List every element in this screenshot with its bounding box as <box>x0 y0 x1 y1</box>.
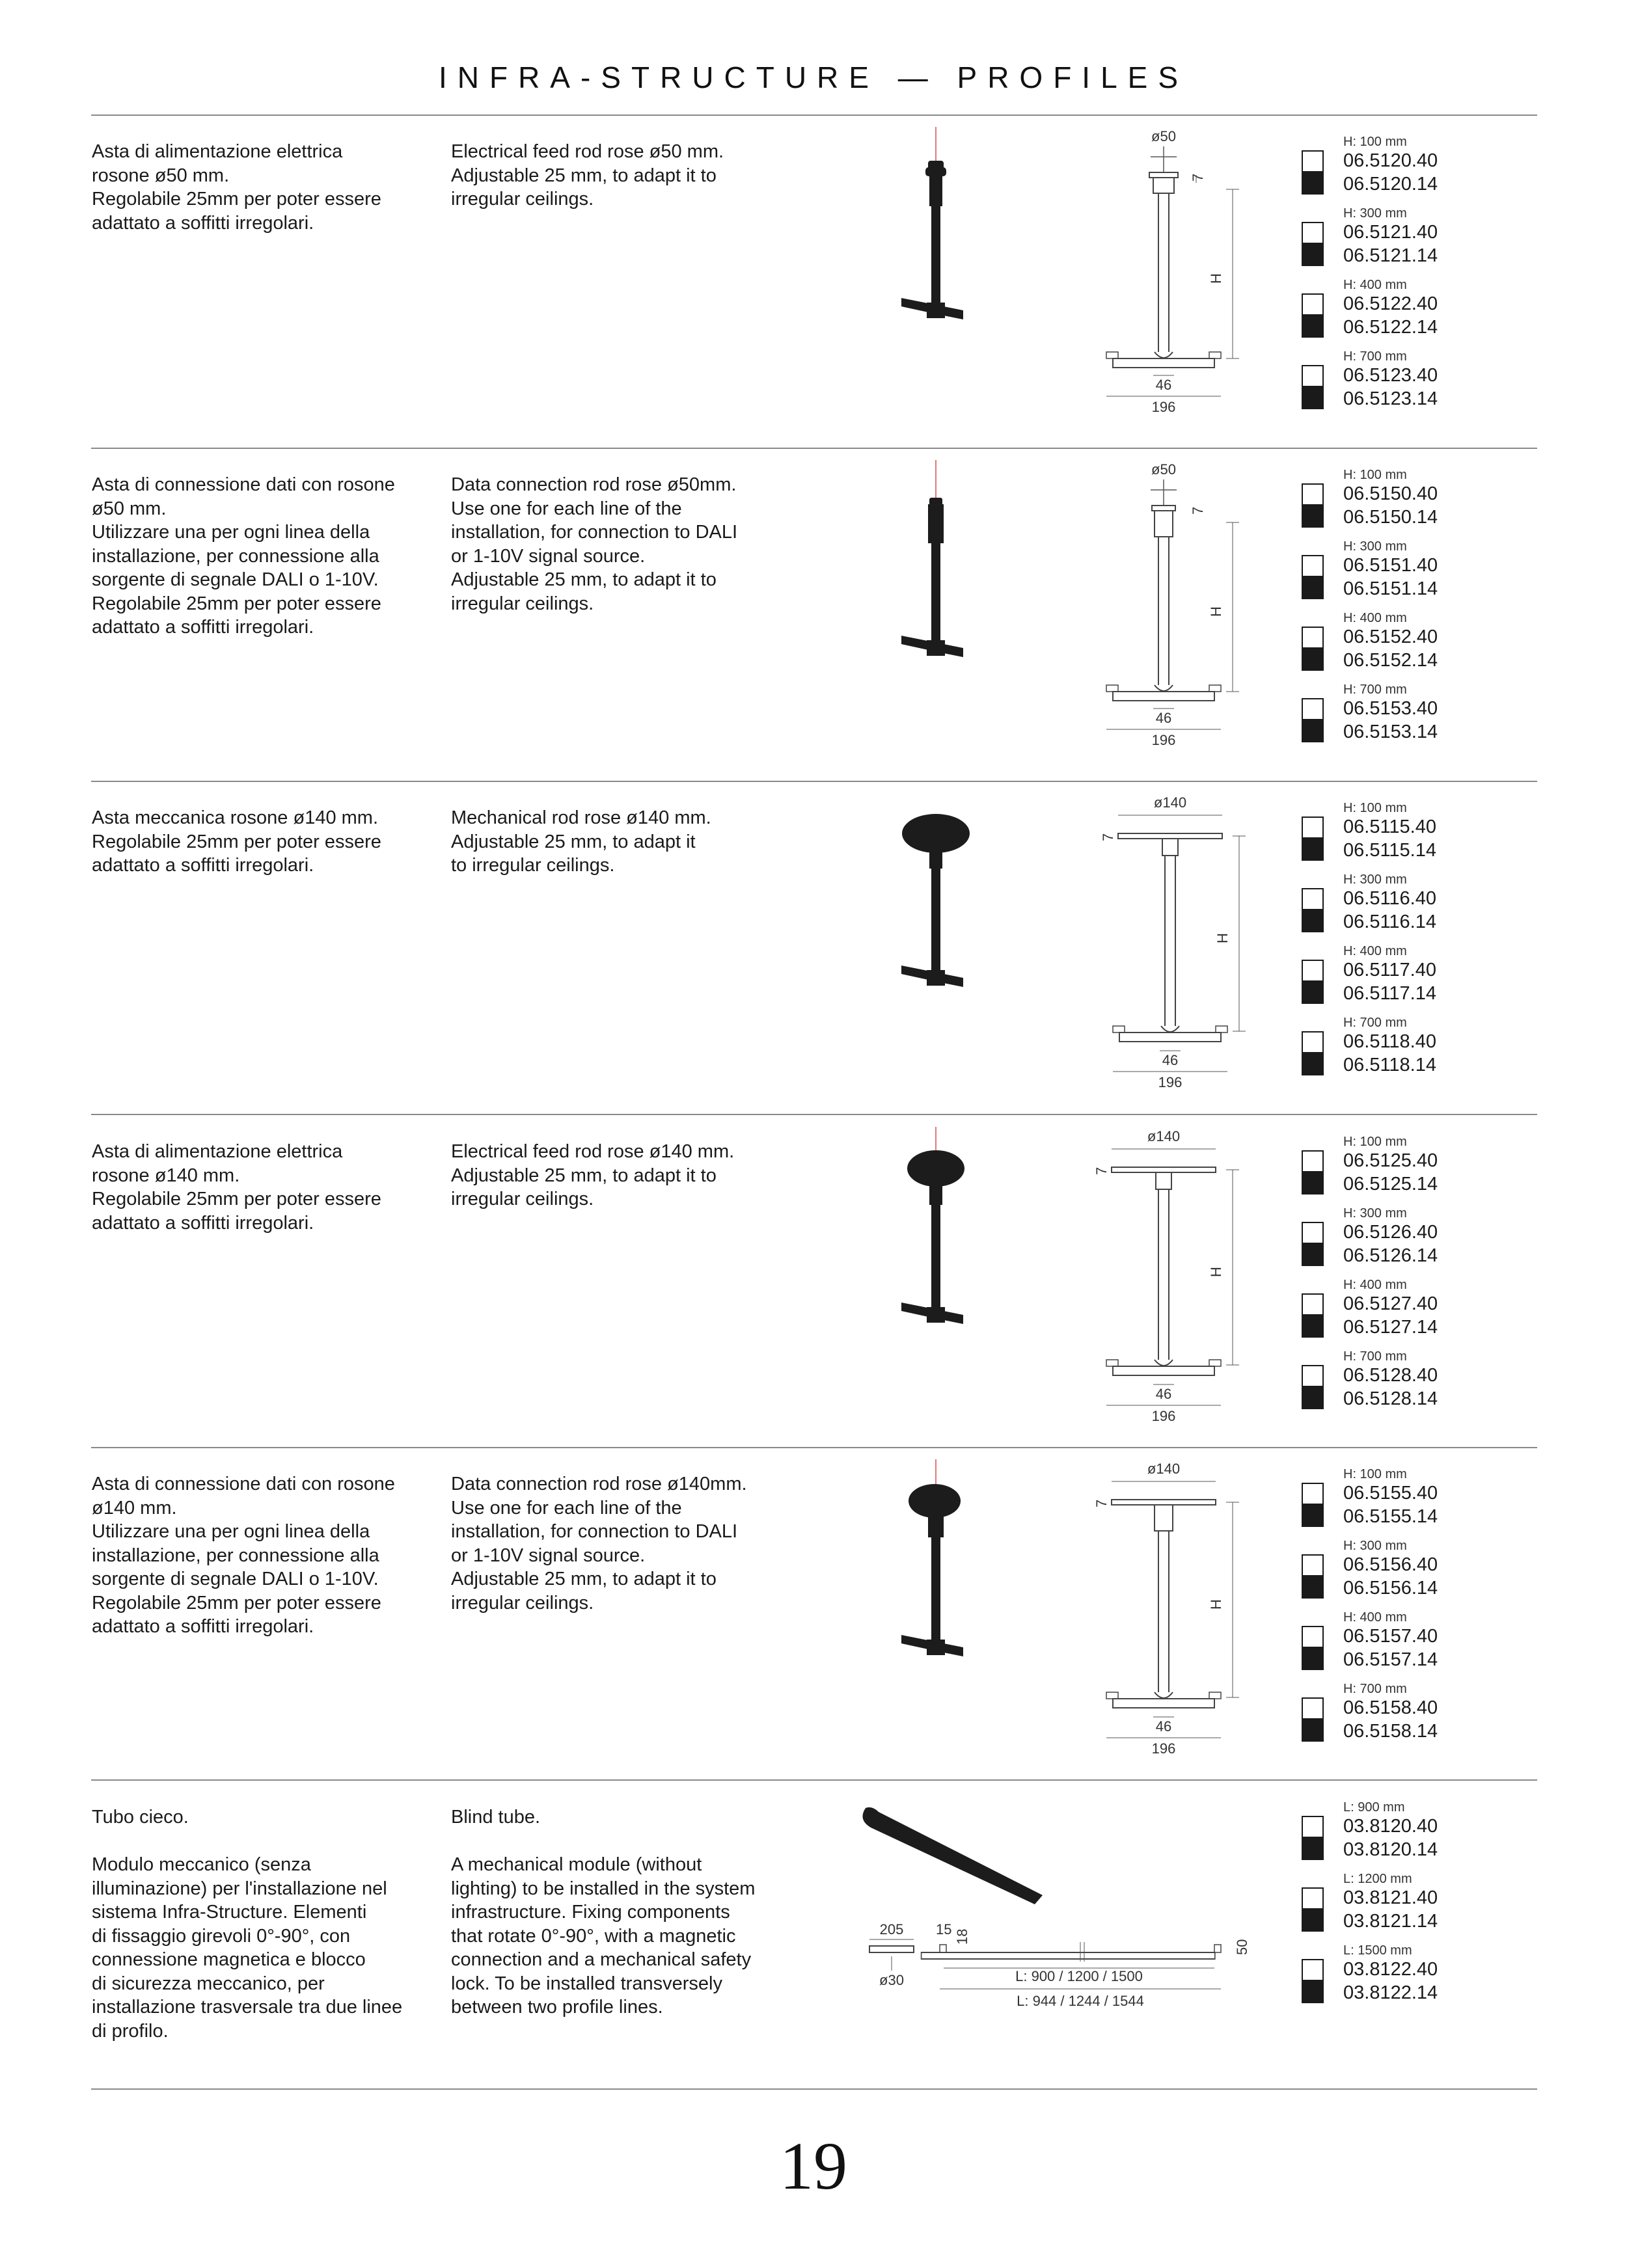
dim-width-196: 196 <box>1151 399 1176 415</box>
dim-seven: 7 <box>1100 833 1116 841</box>
description-italian: Asta meccanica rosone ø140 mm. Regolabile 25mm per poter essere adattato a soffitti irregolari. <box>92 807 381 876</box>
code-black: 06.5150.14 <box>1343 507 1438 528</box>
code-black: 06.5127.14 <box>1343 1317 1438 1338</box>
black-swatch <box>1302 1316 1324 1338</box>
dimension-drawing <box>1093 451 1263 763</box>
white-swatch <box>1302 1554 1324 1576</box>
dim-15: 15 <box>936 1921 952 1937</box>
product-feed-rod-large-rose-image <box>840 1127 996 1342</box>
white-swatch <box>1302 1887 1324 1910</box>
variant-label: H: 100 mm <box>1343 1467 1407 1481</box>
white-swatch <box>1302 150 1324 172</box>
variant-label: H: 700 mm <box>1343 349 1407 364</box>
description-english: Mechanical rod rose ø140 mm. Adjustable 25 mm, to adapt it to irregular ceilings. <box>451 807 711 876</box>
white-swatch <box>1302 365 1324 387</box>
black-swatch <box>1302 720 1324 742</box>
code-white: 06.5128.40 <box>1343 1365 1438 1386</box>
white-swatch <box>1302 1222 1324 1244</box>
dim-18: 18 <box>954 1928 970 1945</box>
white-swatch <box>1302 222 1324 244</box>
black-swatch <box>1302 577 1324 599</box>
white-swatch <box>1302 1626 1324 1648</box>
white-swatch <box>1302 1697 1324 1720</box>
variant-label: H: 400 mm <box>1343 944 1407 958</box>
dim-width-196: 196 <box>1151 1408 1176 1424</box>
code-list <box>1302 1800 1471 2015</box>
code-black: 06.5126.14 <box>1343 1245 1438 1266</box>
dim-diameter: ø50 <box>1151 461 1176 478</box>
description-italian: Asta di alimentazione elettrica rosone ø140 mm. Regolabile 25mm per poter essere adattato a soffitti irregolari. <box>92 1141 381 1234</box>
white-swatch <box>1302 293 1324 316</box>
black-swatch <box>1302 316 1324 338</box>
variant-group <box>1302 1278 1471 1349</box>
page-number: 19 <box>780 2129 847 2204</box>
variant-label: H: 100 mm <box>1343 1135 1407 1149</box>
variant-label: H: 100 mm <box>1343 801 1407 815</box>
white-swatch <box>1302 555 1324 577</box>
black-swatch <box>1302 1505 1324 1527</box>
variant-group <box>1302 611 1471 682</box>
variant-label: L: 900 mm <box>1343 1800 1405 1815</box>
dim-seven: 7 <box>1190 506 1206 515</box>
section-divider <box>91 448 1537 449</box>
section-divider <box>91 1114 1537 1115</box>
variant-group <box>1302 1206 1471 1278</box>
code-white: 06.5126.40 <box>1343 1222 1438 1243</box>
black-swatch <box>1302 982 1324 1004</box>
black-swatch <box>1302 1244 1324 1266</box>
description-english: Data connection rod rose ø140mm. Use one for each line of the installation, for connection to DALI or 1-10V signal source. Adjustable 25 mm, to adapt it to irregular ceilings. <box>451 1474 747 1613</box>
variant-label: H: 300 mm <box>1343 1206 1407 1221</box>
variant-group <box>1302 1349 1471 1421</box>
dim-width-46: 46 <box>1155 1386 1172 1402</box>
code-white: 03.8120.40 <box>1343 1816 1438 1837</box>
white-swatch <box>1302 1483 1324 1505</box>
dim-50: 50 <box>1234 1939 1250 1955</box>
code-white: 03.8121.40 <box>1343 1887 1438 1908</box>
dim-diameter: ø140 <box>1153 794 1187 811</box>
white-swatch <box>1302 1959 1324 1981</box>
code-black: 06.5128.14 <box>1343 1388 1438 1409</box>
product-data-rod-small-rose-image <box>840 460 996 675</box>
product-section <box>0 1461 1627 1798</box>
white-swatch <box>1302 1031 1324 1053</box>
variant-label: H: 100 mm <box>1343 468 1407 482</box>
code-black: 06.5152.14 <box>1343 650 1438 671</box>
dim-height: H <box>1208 273 1224 284</box>
variant-group <box>1302 1800 1471 1872</box>
black-swatch <box>1302 649 1324 671</box>
black-swatch <box>1302 387 1324 409</box>
variant-group <box>1302 1682 1471 1753</box>
description-italian: Asta di connessione dati con rosone ø50 mm. Utilizzare una per ogni linea della installazione, per connessione alla sorgente di segnale DALI o 1-10V. Regolabile 25mm per poter essere adattato a soffitti irregolari. <box>92 474 395 638</box>
code-black: 06.5121.14 <box>1343 245 1438 266</box>
black-swatch <box>1302 1910 1324 1932</box>
code-black: 06.5117.14 <box>1343 983 1436 1004</box>
code-white: 06.5127.40 <box>1343 1293 1438 1314</box>
variant-label: H: 700 mm <box>1343 1016 1407 1030</box>
variant-group <box>1302 468 1471 539</box>
code-list <box>1302 801 1471 1087</box>
dim-width-196: 196 <box>1151 732 1176 748</box>
dimension-drawing <box>1093 1118 1263 1430</box>
variant-group <box>1302 278 1471 349</box>
section-divider <box>91 1447 1537 1448</box>
code-white: 06.5120.40 <box>1343 150 1438 171</box>
footer-rule <box>91 2088 1537 2090</box>
variant-group <box>1302 135 1471 206</box>
product-section <box>0 794 1627 1131</box>
dim-length-inner: L: 900 / 1200 / 1500 <box>1015 1968 1143 1984</box>
black-swatch <box>1302 1576 1324 1599</box>
white-swatch <box>1302 960 1324 982</box>
description-italian: Asta di connessione dati con rosone ø140 mm. Utilizzare una per ogni linea della installazione, per connessione alla sorgente di segnale DALI o 1-10V. Regolabile 25mm per poter essere adattato a soffitti irregolari. <box>92 1474 395 1637</box>
dim-seven: 7 <box>1190 173 1206 182</box>
dim-height: H <box>1214 933 1231 943</box>
dim-width-46: 46 <box>1155 710 1172 726</box>
variant-label: H: 100 mm <box>1343 135 1407 149</box>
description-english: Electrical feed rod rose ø140 mm. Adjustable 25 mm, to adapt it to irregular ceilings. <box>451 1141 735 1209</box>
code-black: 06.5115.14 <box>1343 840 1436 861</box>
code-white: 06.5115.40 <box>1343 817 1436 837</box>
code-black: 03.8120.14 <box>1343 1839 1438 1860</box>
variant-label: H: 700 mm <box>1343 1682 1407 1696</box>
variant-label: H: 400 mm <box>1343 1278 1407 1292</box>
code-black: 06.5151.14 <box>1343 578 1438 599</box>
dim-diameter: ø140 <box>1147 1128 1181 1144</box>
black-swatch <box>1302 1648 1324 1670</box>
dim-205: 205 <box>879 1921 904 1937</box>
variant-group <box>1302 944 1471 1016</box>
code-white: 06.5157.40 <box>1343 1626 1438 1647</box>
code-white: 06.5117.40 <box>1343 960 1436 980</box>
dim-width-46: 46 <box>1162 1052 1179 1068</box>
white-swatch <box>1302 483 1324 506</box>
dim-height: H <box>1208 1267 1224 1277</box>
dim-diameter-30: ø30 <box>879 1972 904 1988</box>
white-swatch <box>1302 1293 1324 1316</box>
code-black: 03.8122.14 <box>1343 1982 1438 2003</box>
variant-label: H: 700 mm <box>1343 682 1407 697</box>
white-swatch <box>1302 1150 1324 1172</box>
code-white: 06.5123.40 <box>1343 365 1438 386</box>
white-swatch <box>1302 888 1324 910</box>
code-white: 06.5155.40 <box>1343 1483 1438 1504</box>
header-rule <box>91 115 1537 116</box>
variant-group <box>1302 1610 1471 1682</box>
variant-group <box>1302 539 1471 611</box>
variant-group <box>1302 872 1471 944</box>
code-list <box>1302 1467 1471 1753</box>
black-swatch <box>1302 1053 1324 1075</box>
white-swatch <box>1302 1365 1324 1387</box>
code-black: 06.5123.14 <box>1343 388 1438 409</box>
variant-label: H: 400 mm <box>1343 611 1407 625</box>
white-swatch <box>1302 1816 1324 1838</box>
description-english: Data connection rod rose ø50mm. Use one for each line of the installation, for connection to DALI or 1-10V signal source. Adjustable 25 mm, to adapt it to irregular ceilings. <box>451 474 738 614</box>
dim-height: H <box>1208 606 1224 617</box>
variant-label: H: 300 mm <box>1343 1539 1407 1553</box>
dim-width-196: 196 <box>1158 1074 1183 1090</box>
variant-group <box>1302 1467 1471 1539</box>
description-italian: Tubo cieco. Modulo meccanico (senza illuminazione) per l'installazione nel sistema Infra-Structure. Elementi di fissaggio girevoli 0°-90°, con connessione magnetica e blocco di sicurezza meccanico, per installazione trasversale tra due linee di profilo. <box>92 1807 403 2042</box>
variant-group <box>1302 1135 1471 1206</box>
variant-group <box>1302 1539 1471 1610</box>
dim-diameter: ø140 <box>1147 1461 1181 1477</box>
black-swatch <box>1302 839 1324 861</box>
black-swatch <box>1302 506 1324 528</box>
code-white: 06.5151.40 <box>1343 555 1438 576</box>
page-title: INFRA-STRUCTURE — PROFILES <box>438 61 1189 94</box>
code-white: 06.5156.40 <box>1343 1554 1438 1575</box>
product-blind-tube-image <box>853 1800 1048 1917</box>
product-section <box>0 1128 1627 1465</box>
variant-group <box>1302 349 1471 421</box>
code-white: 06.5152.40 <box>1343 627 1438 647</box>
variant-group <box>1302 1872 1471 1943</box>
code-white: 06.5122.40 <box>1343 293 1438 314</box>
black-swatch <box>1302 1838 1324 1860</box>
code-list <box>1302 1135 1471 1421</box>
section-divider <box>91 781 1537 782</box>
dim-width-196: 196 <box>1151 1740 1176 1757</box>
code-white: 03.8122.40 <box>1343 1959 1438 1980</box>
code-black: 06.5158.14 <box>1343 1721 1438 1742</box>
code-white: 06.5125.40 <box>1343 1150 1438 1171</box>
dim-width-46: 46 <box>1155 1718 1172 1735</box>
dim-seven: 7 <box>1093 1167 1110 1175</box>
variant-group <box>1302 1016 1471 1087</box>
code-white: 06.5153.40 <box>1343 698 1438 719</box>
code-white: 06.5116.40 <box>1343 888 1436 909</box>
code-black: 06.5156.14 <box>1343 1578 1438 1599</box>
black-swatch <box>1302 1172 1324 1195</box>
black-swatch <box>1302 172 1324 195</box>
description-english: Blind tube. A mechanical module (without lighting) to be installed in the system infrastructure. Fixing components that rotate 0°-90°, with a magnetic connection and a mechanical safety lock. To be installed transversely between two profile lines. <box>451 1807 756 2018</box>
dim-diameter: ø50 <box>1151 128 1176 144</box>
dimension-drawing <box>1093 1450 1263 1762</box>
variant-label: H: 300 mm <box>1343 872 1407 887</box>
variant-label: H: 700 mm <box>1343 1349 1407 1364</box>
product-section <box>0 1800 1627 2066</box>
code-black: 06.5120.14 <box>1343 174 1438 195</box>
variant-label: H: 400 mm <box>1343 278 1407 292</box>
dimension-drawing <box>1093 784 1263 1096</box>
code-list <box>1302 468 1471 754</box>
code-white: 06.5121.40 <box>1343 222 1438 243</box>
code-black: 06.5116.14 <box>1343 911 1436 932</box>
black-swatch <box>1302 910 1324 932</box>
black-swatch <box>1302 1720 1324 1742</box>
code-list <box>1302 135 1471 421</box>
dim-height: H <box>1208 1599 1224 1610</box>
code-black: 06.5157.14 <box>1343 1649 1438 1670</box>
product-data-rod-large-rose-image <box>840 1459 996 1674</box>
dimension-drawing <box>1093 118 1263 430</box>
blind-tube-dimension-drawing <box>853 1916 1269 2020</box>
product-rod-small-rose-image <box>840 127 996 342</box>
variant-label: L: 1200 mm <box>1343 1872 1412 1886</box>
code-black: 06.5153.14 <box>1343 722 1438 742</box>
code-black: 06.5125.14 <box>1343 1174 1438 1195</box>
variant-group <box>1302 801 1471 872</box>
product-section <box>0 461 1627 798</box>
variant-label: H: 400 mm <box>1343 1610 1407 1625</box>
black-swatch <box>1302 1387 1324 1409</box>
white-swatch <box>1302 817 1324 839</box>
section-divider <box>91 1779 1537 1781</box>
variant-label: H: 300 mm <box>1343 206 1407 221</box>
white-swatch <box>1302 627 1324 649</box>
variant-label: L: 1500 mm <box>1343 1943 1412 1958</box>
variant-group <box>1302 206 1471 278</box>
variant-group <box>1302 682 1471 754</box>
code-black: 06.5122.14 <box>1343 317 1438 338</box>
code-white: 06.5150.40 <box>1343 483 1438 504</box>
black-swatch <box>1302 1981 1324 2003</box>
product-rod-large-rose-image <box>840 793 996 1008</box>
code-black: 03.8121.14 <box>1343 1911 1438 1932</box>
code-white: 06.5118.40 <box>1343 1031 1436 1052</box>
variant-label: H: 300 mm <box>1343 539 1407 554</box>
description-italian: Asta di alimentazione elettrica rosone ø50 mm. Regolabile 25mm per poter essere adattato a soffitti irregolari. <box>92 141 381 234</box>
white-swatch <box>1302 698 1324 720</box>
dim-seven: 7 <box>1093 1499 1110 1507</box>
product-section <box>0 128 1627 465</box>
description-english: Electrical feed rod rose ø50 mm. Adjustable 25 mm, to adapt it to irregular ceilings. <box>451 141 724 209</box>
variant-group <box>1302 1943 1471 2015</box>
code-black: 06.5155.14 <box>1343 1506 1438 1527</box>
dim-width-46: 46 <box>1155 377 1172 393</box>
code-white: 06.5158.40 <box>1343 1697 1438 1718</box>
code-black: 06.5118.14 <box>1343 1055 1436 1075</box>
black-swatch <box>1302 244 1324 266</box>
dim-length-outer: L: 944 / 1244 / 1544 <box>1017 1993 1144 2009</box>
